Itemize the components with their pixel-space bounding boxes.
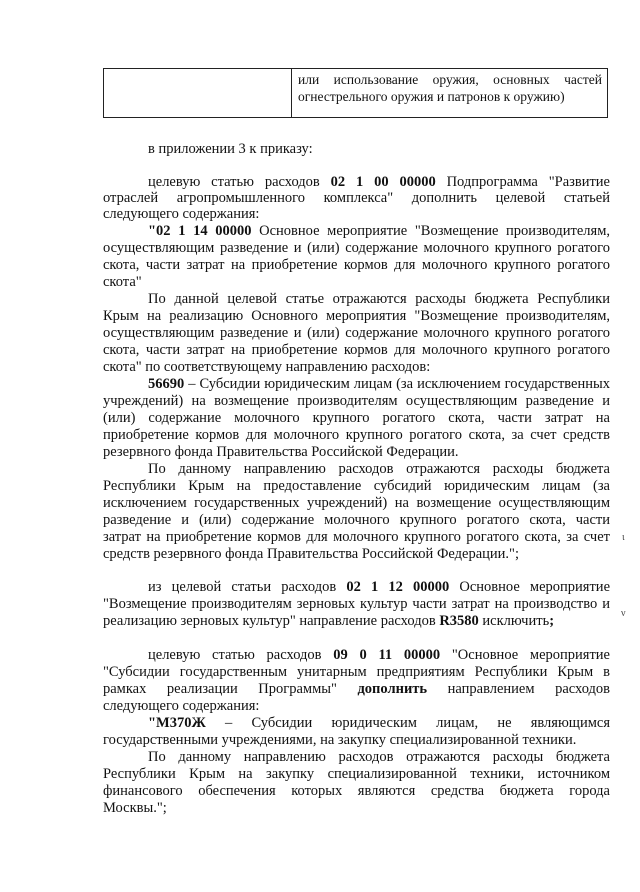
text-run: "Основное мероприятие [440, 647, 610, 663]
table-right-line-2: огнестрельного оружия и патронов к оружию) [298, 89, 565, 104]
text-run: Основное мероприятие "Возмещение производителям, [251, 223, 610, 239]
sec1-p5-line4: разведение и (или) содержание молочного крупного рогатого скота, части [103, 512, 610, 528]
text-run: – Субсидии юридическим лицам, не являющимся [205, 715, 610, 731]
sec1-p1-line3: следующего содержания: [103, 206, 260, 222]
sec3-line2: "Субсидии государственным унитарным предприятиям Республики Крым в [103, 664, 610, 680]
sec1-p5-line1: По данному направлению расходов отражаются расходы бюджета [148, 461, 610, 477]
sec3-line7: По данному направлению расходов отражаются расходы бюджета [148, 749, 610, 765]
text-run: Основное мероприятие [449, 579, 610, 595]
sec1-p4-line4: приобретение кормов для молочного крупного рогатого скота, за счет средств [103, 427, 610, 443]
text-run: дополнить [357, 681, 428, 697]
sec1-p3-line4: скота, части затрат на приобретение кормов для молочного крупного рогатого [103, 342, 610, 358]
sec3-line9: финансового обеспечения которых являются средства бюджета города [103, 783, 610, 799]
sec2-line1 [148, 578, 610, 596]
text-run: целевую статью расходов [148, 174, 331, 190]
direction-code: "М370Ж [148, 715, 206, 731]
sec3-line1 [148, 646, 610, 664]
continuation-table [103, 68, 608, 118]
sec3-line8: Республики Крым на закупку специализированной техники, источником [103, 766, 610, 782]
text-run: рамках реализации Программы" [103, 681, 358, 697]
budget-code: 02 1 12 00000 [346, 579, 450, 595]
text-run: направлением расходов [427, 681, 610, 697]
text-run: из целевой статьи расходов [148, 579, 347, 595]
sec1-p4-line5: резервного фонда Правительства Российской Федерации. [103, 444, 459, 460]
sec3-line5 [148, 714, 610, 732]
sec1-p5-line6: средств резервного фонда Правительства Российской Федерации."; [103, 546, 519, 562]
budget-code: 02 1 00 00000 [330, 174, 436, 190]
sec1-p3-line3: осуществляющим разведение и (или) содержание молочного крупного рогатого [103, 325, 610, 341]
sec1-p4-line1 [148, 375, 610, 393]
sec1-p1-line2: отраслей агропромышленного комплекса" дополнить целевой статьей [103, 190, 610, 206]
sec3-line4: следующего содержания: [103, 698, 260, 714]
sec1-p5-line3: исключением государственных учреждений) на возмещение осуществляющим [103, 495, 610, 511]
margin-mark-1: ι [622, 532, 625, 543]
margin-mark-2: ν [621, 608, 626, 619]
table-left-cell [104, 69, 292, 118]
sec1-p2-line4: скота" [103, 274, 142, 290]
sec1-p2-line1 [148, 222, 610, 240]
sec1-p5-line2: Республики Крым на предоставление субсидий юридическим лицам (за [103, 478, 610, 494]
text-run: – Субсидии юридическим лицам (за исключением государственных [184, 376, 610, 392]
sec1-p4-line2: учреждений) на возмещение производителям осуществляющим разведение и [103, 393, 610, 409]
sec1-p5-line5: затрат на приобретение кормов для молочного крупного рогатого скота, за счет [103, 529, 610, 545]
sec1-p3-line5: скота" по соответствующему направлению расходов: [103, 359, 431, 375]
sec1-p4-line3: (или) содержание молочного крупного рогатого скота, части затрат на [103, 410, 610, 426]
sec1-p2-line2: осуществляющим разведение и (или) содержание молочного крупного рогатого [103, 240, 610, 256]
sec2-line2: "Возмещение производителям зерновых культур части затрат на производство и [103, 596, 610, 612]
budget-code: "02 1 14 00000 [148, 223, 252, 239]
text-run: ; [549, 613, 555, 629]
sec1-p3-line1: По данной целевой статье отражаются расходы бюджета Республики [148, 291, 610, 307]
sec3-line6: государственными учреждениями, на закупку специализированной техники. [103, 732, 577, 748]
sec1-p3-line2: Крым на реализацию Основного мероприятия "Возмещение производителям, [103, 308, 610, 324]
budget-code: 09 0 11 00000 [333, 647, 441, 663]
direction-code: 56690 [148, 376, 185, 392]
sec1-p2-line3: скота, части затрат на приобретение кормов для молочного крупного рогатого [103, 257, 610, 273]
text-run: реализацию зерновых культур" направление расходов [103, 613, 440, 629]
table-right-line-1: или использование оружия, основных частей [298, 72, 602, 87]
sec3-line3 [103, 680, 610, 698]
sec2-line3 [103, 612, 554, 630]
text-run: целевую статью расходов [148, 647, 334, 663]
direction-code: R3580 [439, 613, 479, 629]
text-run: исключить [478, 613, 550, 629]
sec3-line10: Москвы."; [103, 800, 167, 816]
table-right-cell [292, 69, 608, 118]
text-run: Подпрограмма "Развитие [435, 174, 610, 190]
appendix-3-intro: в приложении 3 к приказу: [148, 141, 313, 157]
